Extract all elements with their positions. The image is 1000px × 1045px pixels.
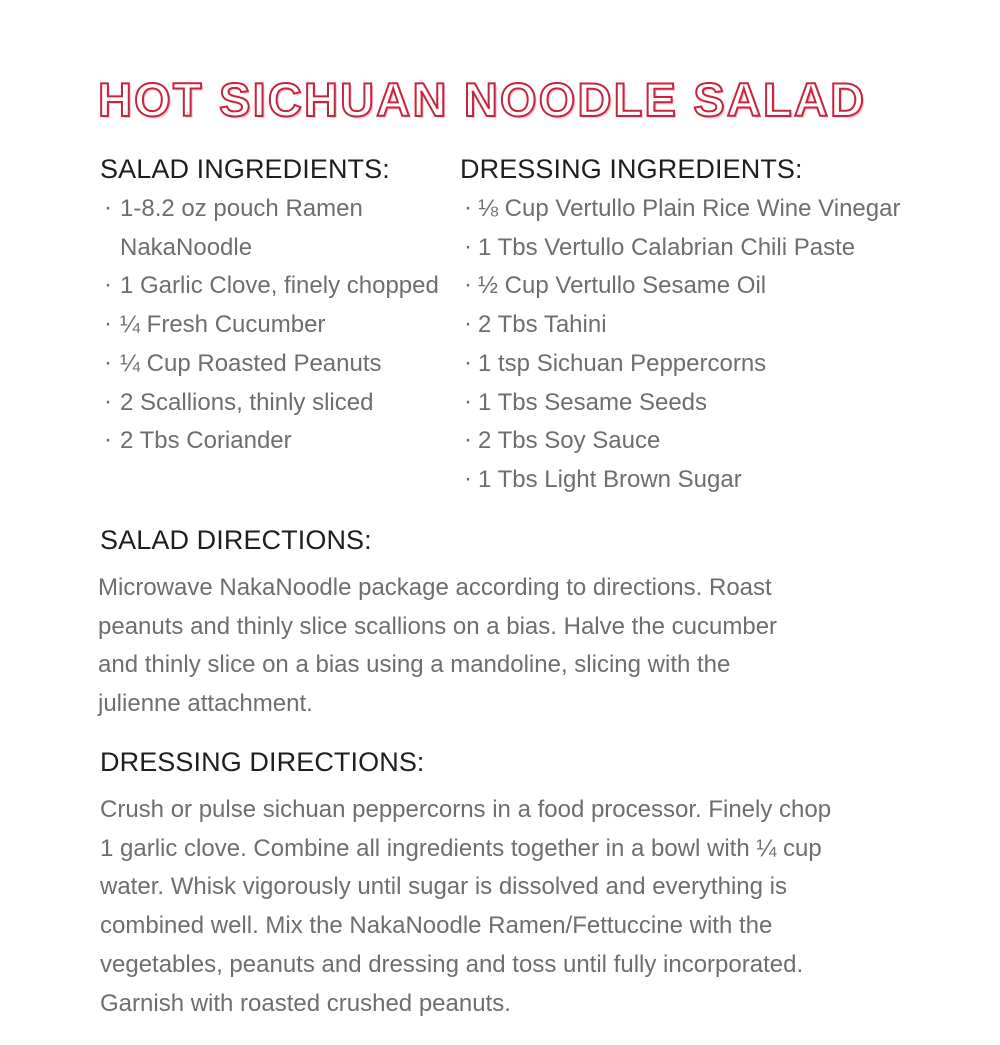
dressing-directions-line: combined well. Mix the NakaNoodle Ramen/Fettuccine with the — [100, 912, 773, 940]
salad-directions-line: peanuts and thinly slice scallions on a bias. Halve the cucumber — [98, 612, 778, 640]
dressing-directions-text — [100, 791, 831, 1023]
salad-ingredient-text: · 2 Scallions, thinly sliced — [120, 388, 374, 416]
dressing-ingredient-item: · 1 Tbs Sesame Seeds — [460, 384, 900, 423]
salad-ingredient-item — [100, 306, 439, 345]
dressing-ingredient-item: · 1 Tbs Light Brown Sugar — [460, 461, 900, 500]
salad-ingredients-list — [100, 190, 439, 461]
dressing-directions-line: Garnish with roasted crushed peanuts. — [100, 989, 511, 1017]
dressing-directions-heading: DRESSING DIRECTIONS: — [100, 747, 425, 777]
salad-ingredient-text: · 1 Garlic Clove, finely chopped — [120, 272, 439, 300]
dressing-ingredients-heading: DRESSING INGREDIENTS: — [460, 154, 803, 184]
dressing-directions-line: vegetables, peanuts and dressing and toss until fully incorporated. — [100, 950, 804, 978]
dressing-ingredient-item: · 1 tsp Sichuan Peppercorns — [460, 345, 900, 384]
salad-ingredient-text: · ¼ Fresh Cucumber — [120, 311, 326, 339]
dressing-directions-line: Crush or pulse sichuan peppercorns in a food processor. Finely chop — [100, 796, 832, 823]
dressing-ingredient-item: · 2 Tbs Tahini — [460, 306, 900, 345]
salad-ingredient-item — [100, 190, 439, 267]
salad-ingredient-item — [100, 345, 439, 384]
salad-directions-text — [98, 569, 777, 724]
dressing-directions-line: water. Whisk vigorously until sugar is dissolved and everything is — [100, 873, 787, 901]
dressing-ingredient-item: · 2 Tbs Soy Sauce — [460, 422, 900, 461]
salad-ingredient-text: NakaNoodle — [120, 233, 253, 261]
salad-ingredient-text: · ¼ Cup Roasted Peanuts — [120, 349, 382, 377]
dressing-ingredients-list — [460, 190, 900, 500]
recipe-title: HOT SICHUAN NOODLE SALAD — [98, 73, 867, 126]
dressing-ingredient-item: · ⅛ Cup Vertullo Plain Rice Wine Vinegar — [460, 190, 900, 229]
salad-directions-heading: SALAD DIRECTIONS: — [100, 525, 372, 555]
salad-ingredients-heading: SALAD INGREDIENTS: — [100, 154, 390, 184]
dressing-ingredient-item: · ½ Cup Vertullo Sesame Oil — [460, 267, 900, 306]
salad-ingredient-text: · 1-8.2 oz pouch Ramen — [120, 195, 363, 222]
dressing-ingredient-item: · 1 Tbs Vertullo Calabrian Chili Paste — [460, 229, 900, 268]
dressing-directions-line: 1 garlic clove. Combine all ingredients together in a bowl with ¼ cup — [100, 834, 822, 862]
salad-ingredient-item — [100, 422, 439, 461]
salad-ingredient-item — [100, 267, 439, 306]
salad-directions-line: julienne attachment. — [98, 690, 313, 718]
salad-directions-line: Microwave NakaNoodle package according to directions. Roast — [98, 574, 772, 601]
salad-ingredient-text: · 2 Tbs Coriander — [120, 427, 292, 455]
salad-ingredient-item — [100, 384, 439, 423]
salad-directions-line: and thinly slice on a bias using a mandoline, slicing with the — [98, 651, 731, 679]
